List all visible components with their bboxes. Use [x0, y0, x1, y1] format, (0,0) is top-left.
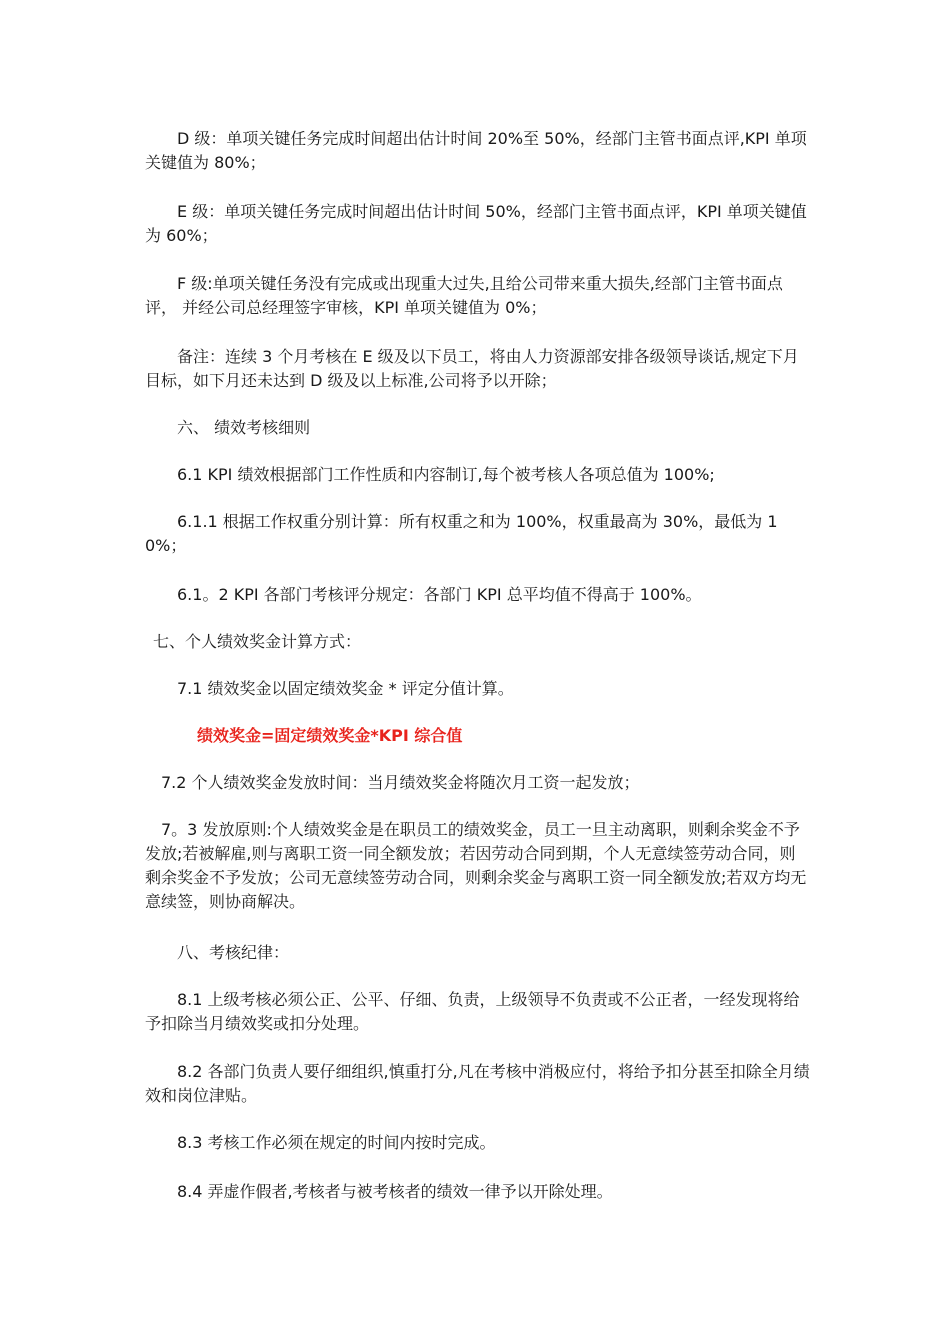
bonus-formula: 绩效奖金=固定绩效奖金*KPI 综合值 [197, 726, 463, 745]
item-7-1: 7.1 绩效奖金以固定绩效奖金 * 评定分值计算。 [177, 679, 514, 698]
item-7-2: 7.2 个人绩效奖金发放时间：当月绩效奖金将随次月工资一起发放； [161, 773, 640, 792]
grade-e-paragraph: E 级：单项关键任务完成时间超出估计时间 50%，经部门主管书面点评，KPI 单项关键值为 60%； [145, 202, 807, 245]
remark-paragraph: 备注：连续 3 个月考核在 E 级及以下员工，将由人力资源部安排各级领导谈话,规定下月目标，如下月还未达到 D 级及以上标准,公司将予以开除； [145, 347, 799, 390]
section-8-heading: 八、考核纪律： [177, 943, 290, 962]
section-7-heading: 七、个人绩效奖金计算方式： [153, 632, 362, 651]
item-8-3: 8.3 考核工作必须在规定的时间内按时完成。 [177, 1133, 496, 1152]
grade-d-paragraph: D 级：单项关键任务完成时间超出估计时间 20%至 50%，经部门主管书面点评,KPI 单项关键值为 80%； [145, 129, 807, 172]
item-7-3: 7。3 发放原则:个人绩效奖金是在职员工的绩效奖金，员工一旦主动离职，则剩余奖金不予发放;若被解雇,则与离职工资一同全额发放；若因劳动合同到期，个人无意续签劳动合同，则剩余奖金不予发放；公司无意续签劳动合同，则剩余奖金与离职工资一同全额发放;若双方均无意续签，则协商解决。 [145, 820, 807, 911]
item-8-1: 8.1 上级考核必须公正、公平、仔细、负责，上级领导不负责或不公正者，一经发现将给予扣除当月绩效奖或扣分处理。 [145, 990, 800, 1033]
item-6-1: 6.1 KPI 绩效根据部门工作性质和内容制订,每个被考核人各项总值为 100%; [177, 465, 715, 484]
item-6-1-1: 6.1.1 根据工作权重分别计算：所有权重之和为 100%，权重最高为 30%，最低为 10%； [145, 512, 778, 555]
item-8-4: 8.4 弄虚作假者,考核者与被考核者的绩效一律予以开除处理。 [177, 1182, 613, 1201]
item-8-2: 8.2 各部门负责人要仔细组织,慎重打分,凡在考核中消极应付，将给予扣分甚至扣除全月绩效和岗位津贴。 [145, 1062, 810, 1105]
grade-f-paragraph: F 级:单项关键任务没有完成或出现重大过失,且给公司带来重大损失,经部门主管书面点评， 并经公司总经理签字审核，KPI 单项关键值为 0%； [145, 274, 783, 317]
section-6-heading: 六、 绩效考核细则 [177, 418, 311, 437]
item-6-1-2: 6.1。2 KPI 各部门考核评分规定：各部门 KPI 总平均值不得高于 100%。 [177, 585, 702, 604]
